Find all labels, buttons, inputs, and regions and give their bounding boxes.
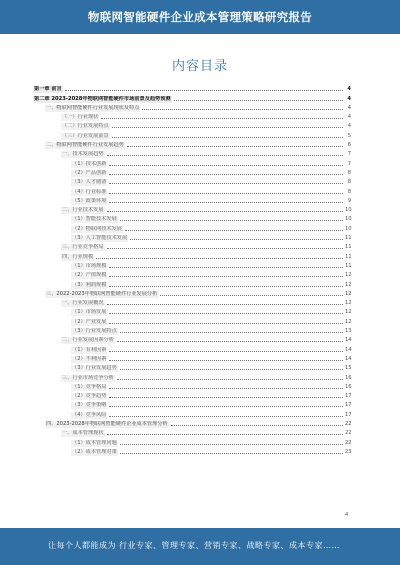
toc-entry[interactable] [33, 84, 351, 93]
toc-entry[interactable] [33, 400, 351, 409]
toc-leader-dots [101, 118, 343, 119]
toc-entry-text: 第二章 2023-2028年物联网智能硬件市场前景及趋势预测 [34, 95, 171, 102]
toc-entry-page: 11 [345, 262, 352, 269]
toc-leader-dots [107, 211, 343, 212]
toc-entry-page: 14 [345, 337, 352, 344]
toc-entry[interactable] [33, 289, 351, 298]
toc-leader-dots [117, 341, 343, 342]
toc-leader-dots [109, 276, 343, 277]
toc-entry[interactable] [33, 419, 351, 428]
toc-entry-page: 12 [345, 290, 352, 297]
toc-entry[interactable] [33, 298, 351, 307]
toc-entry[interactable] [33, 140, 351, 149]
toc-entry[interactable] [33, 158, 351, 167]
toc-entry[interactable] [33, 382, 351, 391]
toc-entry-text: 一、成本管理现状 [62, 430, 104, 437]
toc-leader-dots [127, 146, 343, 147]
toc-entry-text: （4）行业标准 [72, 188, 107, 195]
toc-entry-text: （1）市场规模 [72, 262, 107, 269]
toc-entry-text: 四、2023-2028年物联网智能硬件企业成本管理分析 [46, 420, 168, 427]
toc-entry[interactable] [33, 121, 351, 130]
toc-entry-page: 7 [347, 160, 351, 167]
toc-entry-text: （一）行业现状 [62, 114, 99, 121]
toc-entry[interactable] [33, 205, 351, 214]
toc-entry[interactable] [33, 363, 351, 372]
toc-entry-page: 12 [345, 281, 352, 288]
toc-leader-dots [109, 360, 343, 361]
toc-entry[interactable] [33, 130, 351, 139]
toc-entry-text: 一、物联网智能硬件行业发展现状及特点 [46, 104, 140, 111]
page-number: 4 [345, 512, 349, 518]
toc-entry[interactable] [33, 307, 351, 316]
toc-entry[interactable] [33, 223, 351, 232]
toc-entry-text: （二）行业发展特点 [62, 123, 109, 130]
toc-entry[interactable] [33, 409, 351, 418]
toc-entry[interactable] [33, 354, 351, 363]
toc-entry[interactable] [33, 214, 351, 223]
toc-entry[interactable] [33, 149, 351, 158]
toc-leader-dots [112, 127, 343, 128]
toc-entry[interactable] [33, 447, 351, 456]
toc-entry-page: 23 [345, 448, 352, 455]
toc-entry-text: 第一章 前言 [34, 86, 62, 93]
toc-entry-text: （1）技术创新 [72, 160, 107, 167]
toc-entry[interactable] [33, 391, 351, 400]
toc-leader-dots [65, 90, 343, 91]
toc-entry-page: 12 [345, 272, 352, 279]
toc-entry-text: （1）市场发展 [72, 309, 107, 316]
toc-entry-text: （3）人工智能技术发展 [72, 235, 128, 242]
toc-entry-page: 14 [345, 355, 352, 362]
toc-entry-page: 10 [345, 207, 352, 214]
toc-leader-dots [107, 248, 343, 249]
toc-entry[interactable] [33, 261, 351, 270]
toc-entry-page: 9 [347, 197, 351, 204]
toc-entry-page: 14 [345, 346, 352, 353]
toc-entry[interactable] [33, 326, 351, 335]
toc-entry-text: （2）产值规模 [72, 272, 107, 279]
toc-entry[interactable] [33, 242, 351, 251]
toc-leader-dots [109, 313, 343, 314]
toc-entry[interactable] [33, 428, 351, 437]
toc-leader-dots [107, 155, 343, 156]
toc-leader-dots [107, 304, 343, 305]
toc-entry-text: （2）竞争趋势 [72, 393, 107, 400]
toc-leader-dots [125, 230, 343, 231]
toc-entry-text: 二、物联网智能硬件行业发展趋势 [46, 142, 124, 149]
toc-entry-text: （2）产品创新 [72, 169, 107, 176]
toc-entry[interactable] [33, 279, 351, 288]
toc-entry-text: 四、行业规模 [62, 253, 94, 260]
toc-entry[interactable] [33, 270, 351, 279]
toc-entry-page: 6 [347, 142, 351, 149]
toc-entry-text: （2）产业发展 [72, 318, 107, 325]
toc-entry[interactable] [33, 335, 351, 344]
toc-leader-dots [120, 444, 343, 445]
footer-slogan: 让每个人都能成为 行业专家、管理专家、营销专家、战略专家、成本专家…… [48, 541, 341, 550]
toc-leader-dots [160, 295, 343, 296]
toc-entry[interactable] [33, 316, 351, 325]
toc-entry-text: 三、行业市场竞争分析 [62, 374, 114, 381]
toc-entry-page: 4 [347, 95, 351, 102]
toc-entry-text: 一、行业发展概况 [62, 300, 104, 307]
toc-entry-page: 16 [345, 374, 352, 381]
toc-entry-page: 15 [345, 365, 352, 372]
toc-entry-text: （3）行业发展特点 [72, 328, 117, 335]
toc-leader-dots [109, 323, 343, 324]
toc-entry-page: 22 [345, 420, 352, 427]
toc-leader-dots [109, 406, 343, 407]
toc-entry[interactable] [33, 112, 351, 121]
toc-entry-page: 11 [345, 253, 352, 260]
toc-leader-dots [109, 183, 343, 184]
toc-entry-page: 4 [347, 104, 351, 111]
toc-leader-dots [109, 416, 343, 417]
toc-entry-text: 三、行业竞争格局 [62, 244, 104, 251]
toc-entry-page: 16 [345, 383, 352, 390]
toc-entry-page: 17 [345, 402, 352, 409]
toc-entry-page: 10 [345, 216, 352, 223]
toc-entry-page: 5 [347, 132, 351, 139]
toc-entry-page: 8 [347, 179, 351, 186]
toc-entry-page: 8 [347, 188, 351, 195]
report-title: 物联网智能硬件企业成本管理策略研究报告 [87, 10, 313, 24]
toc-entry-text: （1）智能技术发展 [72, 216, 117, 223]
toc-entry-text: （4）竞争风险 [72, 411, 107, 418]
toc-entry-page: 12 [345, 309, 352, 316]
toc-entry-text: （2）不利因素 [72, 355, 107, 362]
toc-entry-page: 17 [345, 393, 352, 400]
toc-entry[interactable] [33, 186, 351, 195]
toc-leader-dots [107, 434, 343, 435]
toc-entry-page: 22 [345, 439, 352, 446]
toc-entry-text: （3）人才储备 [72, 179, 107, 186]
toc-entry-text: 一、技术发展趋势 [62, 151, 104, 158]
toc-leader-dots [171, 425, 343, 426]
toc-entry[interactable] [33, 168, 351, 177]
toc-leader-dots [120, 369, 343, 370]
toc-entry-text: 三、2022-2023年物联网智能硬件行业发展分析 [46, 290, 158, 297]
toc-entry-page: 8 [347, 169, 351, 176]
toc-entry-text: （1）有利因素 [72, 346, 107, 353]
toc-leader-dots [109, 193, 343, 194]
table-of-contents [33, 84, 351, 456]
toc-entry-text: （1）竞争格局 [72, 383, 107, 390]
toc-leader-dots [109, 174, 343, 175]
toc-leader-dots [112, 137, 343, 138]
toc-entry[interactable] [33, 251, 351, 260]
toc-entry-page: 13 [345, 328, 352, 335]
toc-entry[interactable] [33, 196, 351, 205]
toc-leader-dots [109, 351, 343, 352]
toc-entry[interactable] [33, 233, 351, 242]
toc-entry-page: 4 [347, 86, 351, 93]
toc-entry-page: 12 [345, 300, 352, 307]
toc-entry-page: 10 [345, 225, 352, 232]
toc-leader-dots [109, 286, 343, 287]
footer-bar [0, 528, 400, 565]
toc-entry-text: （3）行业发展趋势 [72, 365, 117, 372]
toc-entry-text: 二、行业发展因素分析 [62, 337, 114, 344]
toc-entry[interactable] [33, 344, 351, 353]
toc-entry-text: （5）政策环境 [72, 197, 107, 204]
toc-leader-dots [174, 100, 343, 101]
toc-title: 内容目录 [171, 59, 228, 74]
toc-leader-dots [96, 258, 343, 259]
toc-entry-page: 4 [347, 123, 351, 130]
toc-entry-page: 7 [347, 151, 351, 158]
toc-leader-dots [109, 202, 343, 203]
toc-entry-page: 11 [345, 235, 352, 242]
toc-leader-dots [120, 220, 343, 221]
toc-entry-text: （1）成本管理问题 [72, 439, 117, 446]
toc-entry-text: （3）利润规模 [72, 281, 107, 288]
toc-entry-text: 二、行业技术发展 [62, 207, 104, 214]
toc-entry[interactable] [33, 437, 351, 446]
toc-entry-text: （3）竞争策略 [72, 402, 107, 409]
toc-entry[interactable] [33, 177, 351, 186]
toc-leader-dots [142, 109, 343, 110]
toc-entry-page: 11 [345, 244, 352, 251]
toc-leader-dots [120, 453, 343, 454]
toc-leader-dots [109, 388, 343, 389]
toc-entry[interactable] [33, 93, 351, 102]
toc-entry-page: 12 [345, 318, 352, 325]
toc-leader-dots [120, 332, 343, 333]
toc-leader-dots [109, 165, 343, 166]
toc-entry-text: （三）行业发展前景 [62, 132, 109, 139]
header-bar [0, 0, 400, 34]
toc-entry[interactable] [33, 372, 351, 381]
toc-entry[interactable] [33, 103, 351, 112]
toc-entry-page: 4 [347, 114, 351, 121]
toc-entry-page: 17 [345, 411, 352, 418]
toc-entry-page: 22 [345, 430, 352, 437]
toc-entry-text: （2）物联网技术发展 [72, 225, 122, 232]
toc-entry-text: （2）成本管理对策 [72, 448, 117, 455]
toc-leader-dots [117, 379, 343, 380]
toc-leader-dots [109, 267, 343, 268]
toc-leader-dots [109, 397, 343, 398]
toc-leader-dots [130, 239, 343, 240]
